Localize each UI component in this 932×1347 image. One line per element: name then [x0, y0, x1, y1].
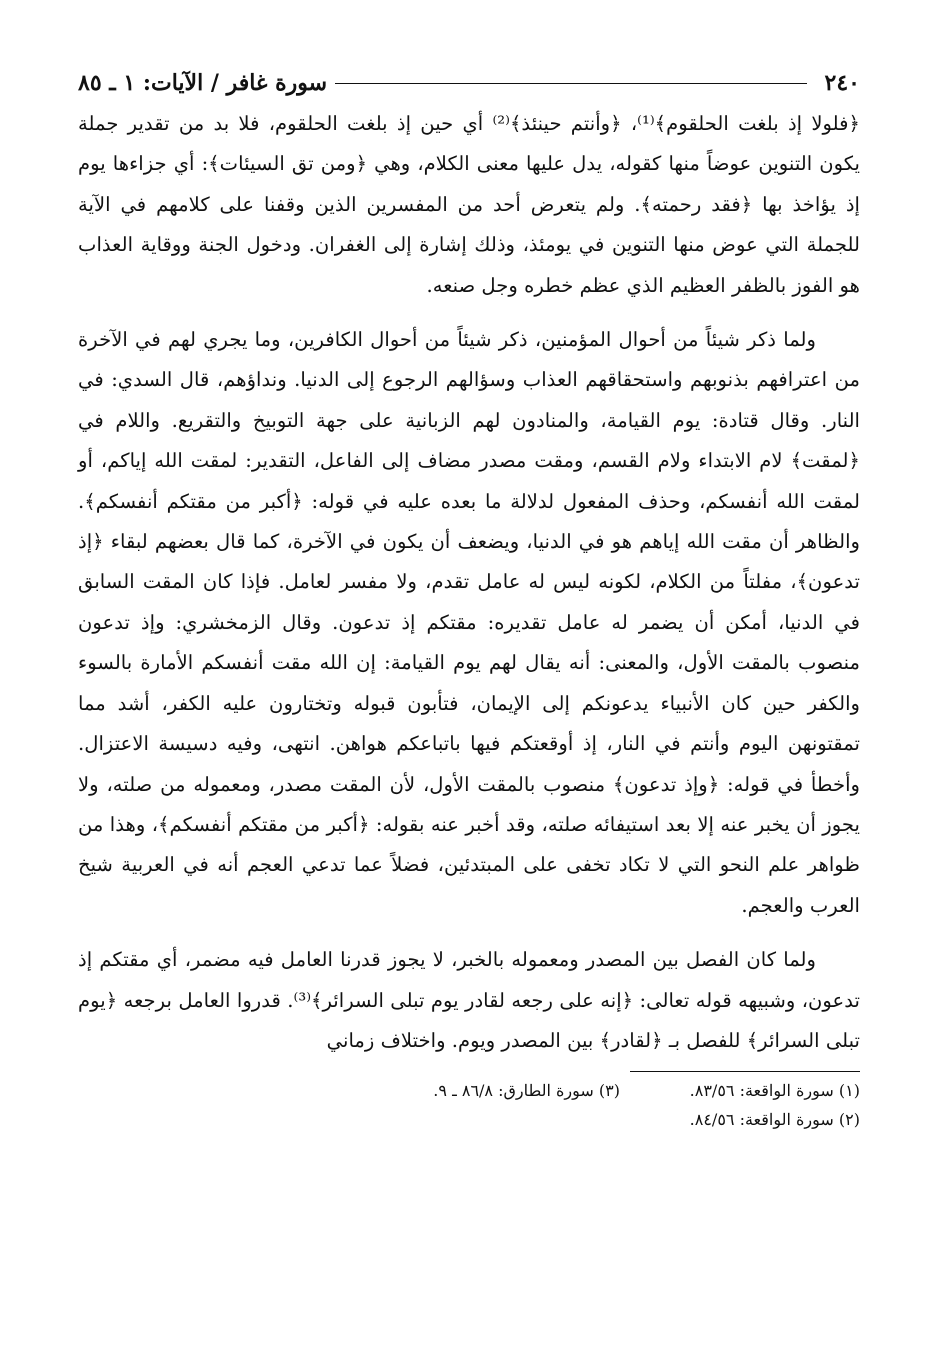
- footnote-row: [78, 1105, 860, 1134]
- paragraph-3: ولما كان الفصل بين المصدر ومعموله بالخبر، لا يجوز قدرنا العامل فيه مضمر، أي مقتكم إذ تدعون، وشبيهه قوله تعالى: ﴿إنه على رجعه لقادر يوم تبلى السرائر﴾⁽³⁾. قدروا العامل برجعه ﴿يوم تبلى السرائر﴾ للفصل بـ ﴿لقادر﴾ بين المصدر ويوم. واختلاف زماني: [78, 948, 860, 1052]
- body-text: [78, 104, 860, 1061]
- running-header: [78, 62, 860, 104]
- footnote-1: (١) سورة الواقعة: ٨٣/٥٦.: [689, 1081, 860, 1101]
- footnotes: [78, 1076, 860, 1134]
- paragraph-2: ولما ذكر شيئاً من أحوال المؤمنين، ذكر شيئاً من أحوال الكافرين، وما يجري لهم في الآخرة من اعترافهم بذنوبهم واستحقاقهم العذاب وسؤالهم الرجوع إلى الدنيا. ونداؤهم، قال السدي: في النار. وقال قتادة: يوم القيامة، والمنادون لهم الزبانية على جهة التوبيخ والتقريع. واللام في ﴿لمقت﴾ لام الابتداء ولام القسم، ومقت مصدر مضاف إلى الفاعل، التقدير: لمقت الله إياكم، أو لمقت الله أنفسكم، وحذف المفعول لدلالة ما بعده عليه في قوله: ﴿أكبر من مقتكم أنفسكم﴾. والظاهر أن مقت الله إياهم هو في الدنيا، ويضعف أن يكون في الآخرة، كما قال بعضهم لبقاء ﴿إذ تدعون﴾، مفلتاً من الكلام، لكونه ليس له عامل تقدم، ولا مفسر لعامل. فإذا كان المقت السابق في الدنيا، أمكن أن يضمر له عامل تقديره: مقتكم إذ تدعون. وقال الزمخشري: وإذ تدعون منصوب بالمقت الأول، والمعنى: أنه يقال لهم يوم القيامة: إن الله مقت أنفسكم الأمارة بالسوء والكفر حين كان الأنبياء يدعونكم إلى الإيمان، فتأبون قبوله وتختارون عليه الكفر، أشد مما تمقتونهن اليوم وأنتم في النار، إذ أوقعتكم فيها باتباعكم هواهن. انتهى، وفيه دسيسة الاعتزال. وأخطأ في قوله: ﴿وإذ تدعون﴾ منصوب بالمقت الأول، لأن المقت مصدر، ومعموله من صلته، ولا يجوز أن يخبر عنه إلا بعد استيفائه صلته، وقد أخبر عنه بقوله: ﴿أكبر من مقتكم أنفسكم﴾، وهذا من ظواهر علم النحو التي لا تكاد تخفى على المبتدئين، فضلاً عما تدعي العجم أنه في العربية شيخ العرب والعجم.: [78, 328, 860, 917]
- footnote-3: (٣) سورة الطارق: ٨٦/٨ ـ ٩.: [433, 1081, 620, 1101]
- page: [78, 62, 860, 1134]
- page-number: ٢٤٠: [824, 70, 860, 96]
- footnote-row: [78, 1076, 860, 1105]
- footnote-2: (٢) سورة الواقعة: ٨٤/٥٦.: [689, 1110, 860, 1130]
- footnote-rule: [630, 1071, 860, 1072]
- paragraph-1: ﴿فلولا إذ بلغت الحلقوم﴾⁽¹⁾، ﴿وأنتم حينئذ﴾⁽²⁾ أي حين إذ بلغت الحلقوم، فلا بد من تقدير جملة يكون التنوين عوضاً منها كقوله، يدل عليها معنى الكلام، وهي ﴿ومن تق السيئات﴾: أي جزاءها يوم إذ يؤاخذ بها ﴿فقد رحمته﴾. ولم يتعرض أحد من المفسرين الذين وقفنا على كلامهم في الآية للجملة التي عوض منها التنوين في يومئذ، وذلك إشارة إلى الغفران. ودخول الجنة ووقاية العذاب هو الفوز بالظفر العظيم الذي عظم خطره وجل صنعه.: [78, 112, 860, 297]
- header-title: سورة غافر / الآيات: ١ ـ ٨٥: [78, 70, 328, 96]
- header-rule: [335, 83, 807, 84]
